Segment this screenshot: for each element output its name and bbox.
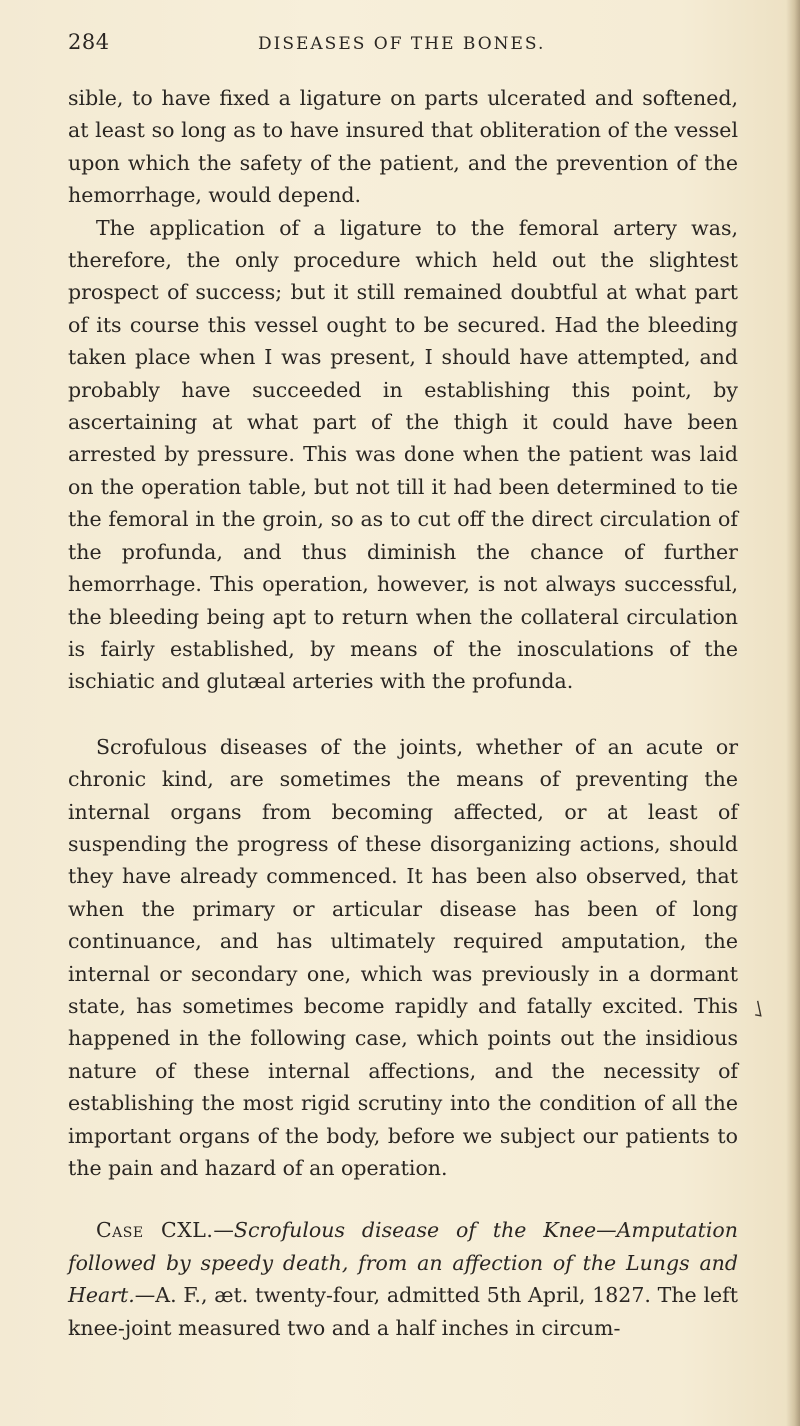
margin-pencil-mark xyxy=(747,998,772,1025)
pencil-tick-icon xyxy=(747,998,769,1021)
page-number: 284 xyxy=(68,30,110,54)
page-edge-shadow xyxy=(786,0,800,1426)
case-text: —A. F., æt. twenty-four, admitted 5th April, 1827. The left knee-joint measured two and a half inches in circum- xyxy=(68,1283,738,1340)
case-dash: — xyxy=(213,1218,234,1243)
case-heading: Scrofulous disease of the Knee—Amputation followed by speedy death, from an affection of the Lungs and Heart. xyxy=(68,1218,738,1308)
running-head: DISEASES OF THE BONES. xyxy=(258,34,546,54)
paragraph-femoral-ligature: The application of a ligature to the femoral artery was, therefore, the only procedure which held out the slightest prospect of success; but it still remained doubtful at what part of its course this vessel ought to be secured. Had the bleeding taken place when I was present, I should have attempted, and probably have succeeded in establishing this point, by ascertaining at what part of the thigh it could have been arrested by pressure. This was done when the patient was laid on the operation table, but not till it had been determined to tie the femoral in the groin, so as to cut off the direct circulation of the profunda, and thus diminish the chance of further hemorrhage. This operation, however, is not always successful, the bleeding being apt to return when the collateral circulation is fairly established, by means of the inosculations of the ischiatic and glutæal arteries with the profunda. xyxy=(68,215,738,694)
page-header xyxy=(68,28,748,64)
case-paragraph xyxy=(68,1214,738,1344)
body-text xyxy=(68,82,738,1344)
paragraph-continuation: sible, to have fixed a ligature on parts ulcerated and softened, at least so long as to have insured that obliteration of the vessel upon which the safety of the patient, and the prevention of the hemorrhage, would depend. xyxy=(68,86,738,208)
paragraph-scrofulous-diseases: Scrofulous diseases of the joints, whether of an acute or chronic kind, are sometimes the means of preventing the internal organs from becoming affected, or at least of suspending the progress of these disorganizing actions, should they have already commenced. It has been also observed, that when the primary or articular disease has been of long continuance, and has ultimately required amputation, the internal or secondary one, which was previously in a dormant state, has sometimes become rapidly and fatally excited. This happened in the following case, which points out the insidious nature of these internal affections, and the necessity of establishing the most rigid scrutiny into the condition of all the important organs of the body, before we subject our patients to the pain and hazard of an operation. xyxy=(68,734,738,1180)
case-label: Case CXL. xyxy=(96,1218,214,1243)
